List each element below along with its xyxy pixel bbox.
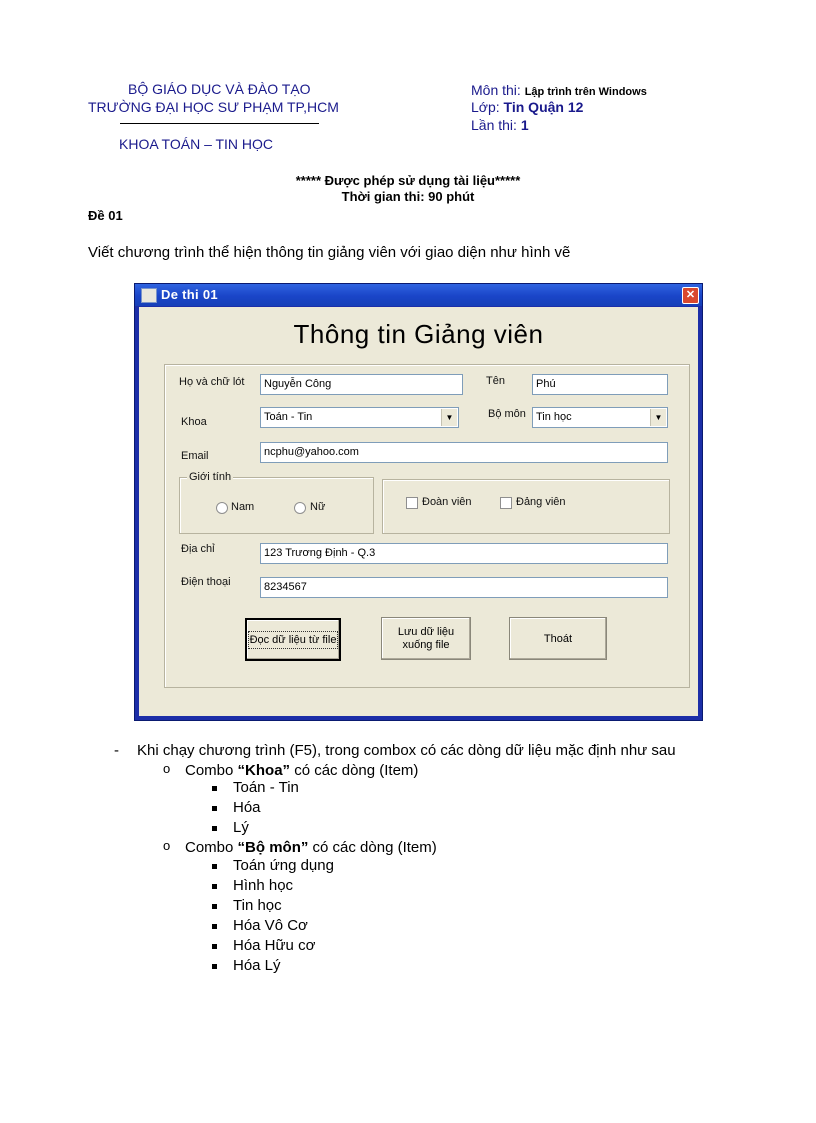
address-label: Địa chỉ xyxy=(181,543,215,555)
subject-label: Môn thi: xyxy=(471,82,521,98)
window-close-icon: ✕ xyxy=(682,287,699,304)
email-field: ncphu@yahoo.com xyxy=(260,442,668,463)
intro-text: Viết chương trình thể hiện thông tin giảng viên với giao diện như hình vẽ xyxy=(88,244,571,261)
youth-union-checkbox xyxy=(406,497,418,509)
class-value: Tin Quận 12 xyxy=(503,99,584,115)
items-suffix: có các dòng (Item) xyxy=(294,762,419,779)
save-file-button-line2: xuống file xyxy=(402,638,450,651)
circle-bullet: o xyxy=(163,838,171,853)
email-label: Email xyxy=(181,450,209,462)
department-combo-arrow-icon: ▼ xyxy=(650,409,666,426)
first-name-field: Phú xyxy=(532,374,668,395)
faculty-combo-arrow-icon: ▼ xyxy=(441,409,457,426)
department-label: Bộ môn xyxy=(488,408,526,420)
party-member-checkbox xyxy=(500,497,512,509)
square-bullet xyxy=(212,964,217,969)
class-label: Lớp: xyxy=(471,99,500,115)
circle-bullet: o xyxy=(163,761,171,776)
window-app-icon xyxy=(141,288,157,303)
app-window-image xyxy=(134,283,703,721)
run-note: Khi chạy chương trình (F5), trong combox có các dòng dữ liệu mặc định như sau xyxy=(137,742,676,759)
window-client-area xyxy=(139,307,698,716)
square-bullet xyxy=(212,884,217,889)
exam-code: Đề 01 xyxy=(88,208,123,223)
save-file-button xyxy=(381,617,471,660)
square-bullet xyxy=(212,924,217,929)
faculty-item: Hóa xyxy=(233,799,261,816)
last-middle-name-field: Nguyễn Công xyxy=(260,374,463,395)
youth-union-label: Đoàn viên xyxy=(422,496,472,508)
department-item: Tin học xyxy=(233,897,282,914)
exit-button xyxy=(509,617,607,660)
header-underline xyxy=(120,123,319,124)
faculty-combo-note xyxy=(185,762,418,779)
faculty-item: Lý xyxy=(233,819,249,836)
dash-bullet: - xyxy=(114,742,119,759)
phone-field: 8234567 xyxy=(260,577,668,598)
department-item: Hóa Hữu cơ xyxy=(233,937,316,954)
female-radio xyxy=(294,502,306,514)
male-label: Nam xyxy=(231,501,255,513)
department-item: Hóa Lý xyxy=(233,957,281,974)
subject-value: Lập trình trên Windows xyxy=(524,86,647,98)
phone-label: Điện thoại xyxy=(181,576,231,588)
faculty-name: KHOA TOÁN – TIN HỌC xyxy=(119,136,274,152)
department-item: Hình học xyxy=(233,877,294,894)
faculty-label: Khoa xyxy=(181,416,207,428)
read-file-button-label: Đọc dữ liệu từ file xyxy=(248,631,339,649)
female-label: Nữ xyxy=(310,501,326,513)
attempt-label: Lần thi: xyxy=(471,117,517,133)
window-title: De thi 01 xyxy=(161,287,218,302)
save-file-button-line1: Lưu dữ liệu xyxy=(397,625,455,638)
exam-duration: Thời gian thi: 90 phút xyxy=(341,189,475,204)
last-middle-name-label: Họ và chữ lót xyxy=(179,376,245,388)
form-heading: Thông tin Giảng viên xyxy=(293,319,544,349)
combo-word: Combo xyxy=(185,762,234,779)
attempt-value: 1 xyxy=(520,117,529,133)
gender-label: Giới tính xyxy=(189,471,232,483)
faculty-combo xyxy=(260,407,459,428)
party-member-label: Đảng viên xyxy=(516,496,566,508)
ministry-name: BỘ GIÁO DỤC VÀ ĐÀO TẠO xyxy=(128,81,311,97)
exit-button-label: Thoát xyxy=(543,632,573,645)
university-name: TRƯỜNG ĐẠI HỌC SƯ PHẠM TP,HCM xyxy=(88,99,339,115)
department-combo-name: “Bộ môn” xyxy=(237,839,309,856)
square-bullet xyxy=(212,826,217,831)
allowed-materials-note: ***** Được phép sử dụng tài liệu***** xyxy=(295,173,521,188)
square-bullet xyxy=(212,904,217,909)
gender-frame xyxy=(179,477,374,534)
faculty-combo-name: “Khoa” xyxy=(237,762,291,779)
read-file-button xyxy=(245,618,341,661)
subject-line xyxy=(471,82,647,98)
square-bullet xyxy=(212,806,217,811)
attempt-line xyxy=(471,117,529,133)
department-combo-value: Tin học xyxy=(536,411,572,423)
department-combo xyxy=(532,407,668,428)
male-radio xyxy=(216,502,228,514)
square-bullet xyxy=(212,864,217,869)
class-line xyxy=(471,99,583,115)
combo-word: Combo xyxy=(185,839,234,856)
faculty-item: Toán - Tin xyxy=(233,779,299,796)
address-field: 123 Trương Định - Q.3 xyxy=(260,543,668,564)
department-item: Hóa Vô Cơ xyxy=(233,917,308,934)
square-bullet xyxy=(212,786,217,791)
items-suffix: có các dòng (Item) xyxy=(312,839,437,856)
department-item: Toán ứng dụng xyxy=(233,857,334,874)
square-bullet xyxy=(212,944,217,949)
first-name-label: Tên xyxy=(486,375,505,387)
faculty-combo-value: Toán - Tin xyxy=(264,411,313,423)
window-titlebar xyxy=(135,284,702,306)
department-combo-note xyxy=(185,839,437,856)
